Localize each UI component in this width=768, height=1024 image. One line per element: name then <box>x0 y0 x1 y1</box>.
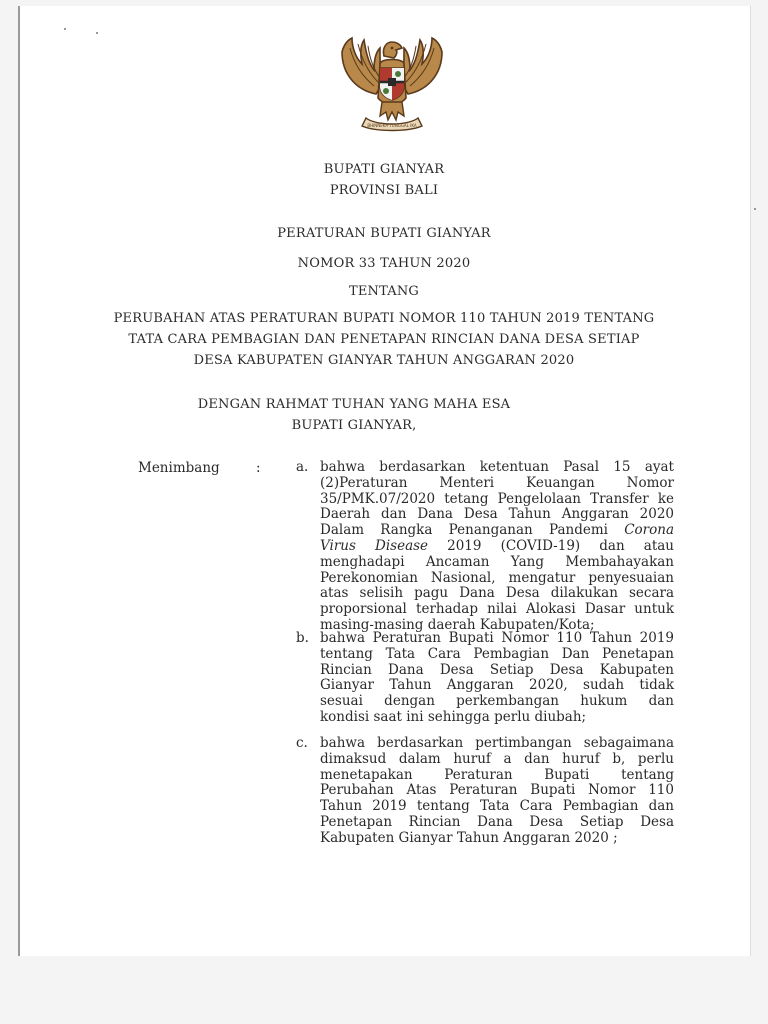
text-line: bahwa Peraturan Bupati Nomor 110 Tahun 2019 <box>320 630 674 646</box>
text-line: (2)Peraturan Menteri Keuangan Nomor <box>320 474 674 491</box>
item-marker: b. <box>296 630 309 646</box>
regulation-subject-line: DESA KABUPATEN GIANYAR TAHUN ANGGARAN 2020 <box>193 353 575 368</box>
item-marker: c. <box>296 735 308 751</box>
text-line: menghadapi Ancaman Yang Membahayakan <box>320 553 674 570</box>
text-line: 35/PMK.07/2020 tetang Pengelolaan Transfer ke <box>320 490 674 507</box>
text-line: Virus Disease 2019 (COVID-19) dan atau <box>320 537 674 554</box>
item-text <box>320 460 674 634</box>
about-heading: TENTANG <box>348 284 420 299</box>
scan-speck <box>64 28 66 30</box>
official-title: BUPATI GIANYAR <box>323 162 445 177</box>
considering-colon: : <box>256 460 261 476</box>
text-line: sesuai dengan perkembangan hukum dan <box>320 693 674 710</box>
regulation-subject-line: TATA CARA PEMBAGIAN DAN PENETAPAN RINCIAN DANA DESA SETIAP <box>128 332 640 347</box>
text-line: Penetapan Rincian Dana Desa Setiap Desa <box>320 813 674 830</box>
regulation-subject-line: PERUBAHAN ATAS PERATURAN BUPATI NOMOR 110 TAHUN 2019 TENTANG <box>113 311 655 326</box>
text-line: dimaksud dalam huruf a dan huruf b, perlu <box>320 750 674 767</box>
regulation-number: NOMOR 33 TAHUN 2020 <box>297 256 471 271</box>
text-line: Dalam Rangka Penanganan Pandemi Corona <box>320 522 674 539</box>
text-line: Perekonomian Nasional, mengatur penyesuaian <box>320 569 674 586</box>
scan-speck <box>754 208 756 210</box>
text-line: tentang Tata Cara Pembagian Dan Penetapan <box>320 645 674 662</box>
text-line: menetapakan Peraturan Bupati tentang <box>320 766 674 783</box>
text-line: proporsional terhadap nilai Alokasi Dasar untuk <box>320 601 674 618</box>
text-line: Rincian Dana Desa Setiap Desa Kabupaten <box>320 661 674 678</box>
text-line: kondisi saat ini sehingga perlu diubah; <box>320 708 587 725</box>
text-line: masing-masing daerah Kabupaten/Kota; <box>320 616 595 633</box>
text-line: bahwa berdasarkan ketentuan Pasal 15 ayat <box>320 459 674 475</box>
text-line: Kabupaten Gianyar Tahun Anggaran 2020 ; <box>320 829 618 846</box>
text-line: bahwa berdasarkan pertimbangan sebagaimana <box>320 735 674 751</box>
province-title: PROVINSI BALI <box>329 183 439 198</box>
text-line: Daerah dan Dana Desa Tahun Anggaran 2020 <box>320 506 674 523</box>
text-line: Gianyar Tahun Anggaran 2020, sudah tidak <box>320 677 674 694</box>
item-text <box>320 736 674 847</box>
official-signatory: BUPATI GIANYAR, <box>291 418 417 433</box>
garuda-pancasila-emblem <box>336 34 448 136</box>
text-line: Perubahan Atas Peraturan Bupati Nomor 110 <box>320 782 674 799</box>
item-marker: a. <box>296 459 309 475</box>
item-text <box>320 631 674 726</box>
text-line: atas selisih pagu Dana Desa dilakukan secara <box>320 585 674 602</box>
blessing-line: DENGAN RAHMAT TUHAN YANG MAHA ESA <box>197 397 511 412</box>
text-line: Tahun 2019 tentang Tata Cara Pembagian dan <box>320 798 674 815</box>
emblem-motto: BHINNEKA TUNGGAL IKA <box>367 123 417 128</box>
considering-label: Menimbang <box>138 460 220 476</box>
regulation-title: PERATURAN BUPATI GIANYAR <box>277 226 491 241</box>
scan-speck <box>96 32 98 34</box>
